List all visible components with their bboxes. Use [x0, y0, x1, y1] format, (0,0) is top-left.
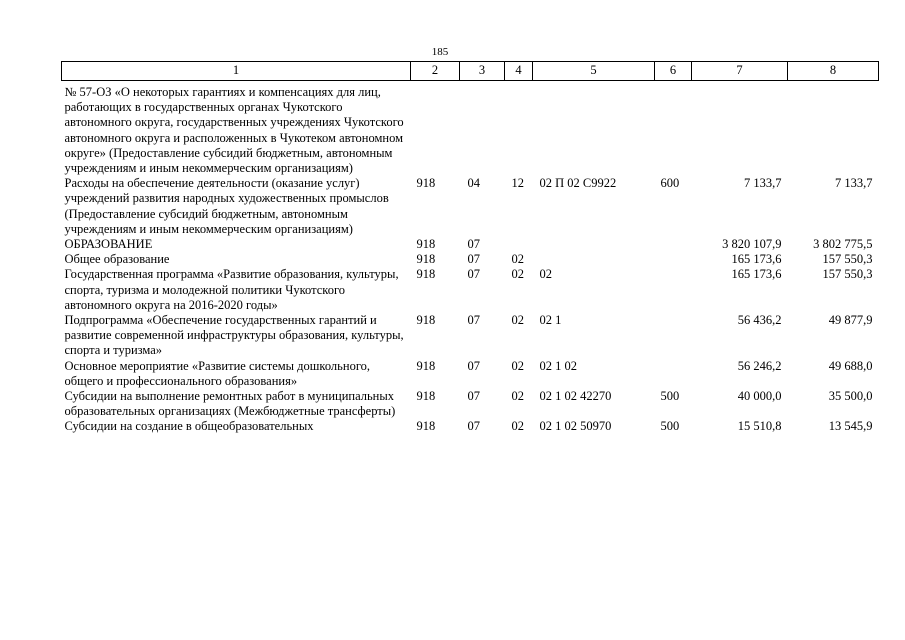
- amount-col8: [788, 81, 879, 177]
- amount-col7: 15 510,8: [737, 419, 782, 434]
- table-row: [62, 267, 879, 313]
- row-description: Подпрограмма «Обеспечение государственных гарантий и развитие современной инфраструктуры образования, культуры, спорта и туризма»: [64, 313, 404, 358]
- column-header-6: 6: [655, 62, 692, 81]
- ministry-code: 918: [416, 252, 436, 267]
- row-description: ОБРАЗОВАНИЕ: [64, 237, 153, 252]
- expense-type-code: [655, 359, 692, 389]
- amount-col7: 165 173,6: [731, 252, 782, 267]
- column-header-2: 2: [411, 62, 460, 81]
- budget-table: [61, 61, 879, 435]
- section-code: 07: [467, 313, 480, 328]
- ministry-code: 918: [416, 237, 436, 252]
- target-article-code: 02 1 02 50970: [539, 419, 612, 434]
- table-row: [62, 419, 879, 434]
- column-header-5: 5: [533, 62, 655, 81]
- row-description: Субсидии на выполнение ремонтных работ в муниципальных образовательных организациях (Межбюджетные трансферты): [64, 389, 396, 419]
- subsection-code: 02: [511, 313, 524, 328]
- target-article-code: 02 1 02: [539, 358, 577, 373]
- subsection-code: 12: [511, 176, 524, 191]
- table-row: [62, 237, 879, 252]
- ministry-code: 918: [416, 267, 436, 282]
- amount-col7: 56 436,2: [737, 313, 782, 328]
- amount-col8: 157 550,3: [822, 267, 873, 282]
- amount-col8: 35 500,0: [828, 389, 873, 404]
- section-code: 07: [467, 237, 480, 252]
- expense-type-code: [655, 252, 692, 267]
- amount-col8: 13 545,9: [828, 419, 873, 434]
- row-description: Общее образование: [64, 252, 170, 267]
- subsection-code: [505, 81, 533, 177]
- subsection-code: 02: [511, 389, 524, 404]
- section-code: 07: [467, 389, 480, 404]
- column-header-4: 4: [505, 62, 533, 81]
- amount-col8: 49 877,9: [828, 313, 873, 328]
- amount-col7: 7 133,7: [744, 176, 782, 191]
- subsection-code: 02: [511, 358, 524, 373]
- expense-type-code: 500: [660, 419, 680, 434]
- target-article-code: [533, 252, 655, 267]
- amount-col7: 165 173,6: [731, 267, 782, 282]
- subsection-code: [505, 237, 533, 252]
- section-code: 04: [467, 176, 480, 191]
- amount-col8: 49 688,0: [828, 358, 873, 373]
- table-row: [62, 252, 879, 267]
- ministry-code: 918: [416, 176, 436, 191]
- target-article-code: 02 1: [539, 313, 562, 328]
- target-article-code: [533, 81, 655, 177]
- table-row: [62, 176, 879, 237]
- section-code: [460, 81, 505, 177]
- ministry-code: 918: [416, 313, 436, 328]
- page-number: 185: [431, 46, 449, 58]
- target-article-code: 02: [539, 267, 552, 282]
- amount-col7: 40 000,0: [737, 389, 782, 404]
- section-code: 07: [467, 252, 480, 267]
- amount-col8: 3 802 775,5: [813, 237, 873, 252]
- row-description: Субсидии на создание в общеобразовательных: [64, 419, 314, 434]
- row-description: № 57-ОЗ «О некоторых гарантиях и компенсациях для лиц, работающих в государственных органах Чукотского автономного округа, государственных учреждениях Чукотского автономного округа и расположенных в Чукотеком автономном округе» (Предоставление субсидий бюджетным, автономным учреждениям и иным некоммерческим организациям): [64, 85, 404, 176]
- amount-col7: 56 246,2: [737, 358, 782, 373]
- amount-col7: [692, 81, 788, 177]
- amount-col8: 157 550,3: [822, 252, 873, 267]
- table-header-row: [62, 62, 879, 81]
- subsection-code: 02: [511, 267, 524, 282]
- subsection-code: 02: [511, 252, 524, 267]
- column-header-1: 1: [62, 62, 411, 81]
- target-article-code: [533, 237, 655, 252]
- section-code: 07: [467, 358, 480, 373]
- section-code: 07: [467, 419, 480, 434]
- row-description: Основное мероприятие «Развитие системы дошкольного, общего и профессионального образования»: [64, 358, 371, 388]
- amount-col8: 7 133,7: [835, 176, 873, 191]
- column-header-7: 7: [692, 62, 788, 81]
- ministry-code: 918: [416, 419, 436, 434]
- expense-type-code: [655, 237, 692, 252]
- table-row: [62, 81, 879, 177]
- ministry-code: 918: [416, 358, 436, 373]
- ministry-code: [411, 81, 460, 177]
- section-code: 07: [467, 267, 480, 282]
- row-description: Расходы на обеспечение деятельности (оказание услуг) учреждений развития народных художественных промыслов (Предоставление субсидий бюджетным, автономным учреждениям и иным некоммерческим организациям): [64, 176, 389, 236]
- ministry-code: 918: [416, 389, 436, 404]
- column-header-8: 8: [788, 62, 879, 81]
- target-article-code: 02 1 02 42270: [539, 389, 612, 404]
- expense-type-code: [655, 81, 692, 177]
- expense-type-code: [655, 267, 692, 313]
- expense-type-code: 600: [660, 176, 680, 191]
- expense-type-code: 500: [660, 389, 680, 404]
- target-article-code: 02 П 02 С9922: [539, 176, 617, 191]
- expense-type-code: [655, 313, 692, 359]
- column-header-3: 3: [460, 62, 505, 81]
- amount-col7: 3 820 107,9: [722, 237, 782, 252]
- subsection-code: 02: [511, 419, 524, 434]
- table-row: [62, 359, 879, 389]
- table-row: [62, 389, 879, 419]
- row-description: Государственная программа «Развитие образования, культуры, спорта, туризма и молодежной политики Чукотского автономного округа на 2016-2020 годы»: [64, 267, 399, 312]
- table-row: [62, 313, 879, 359]
